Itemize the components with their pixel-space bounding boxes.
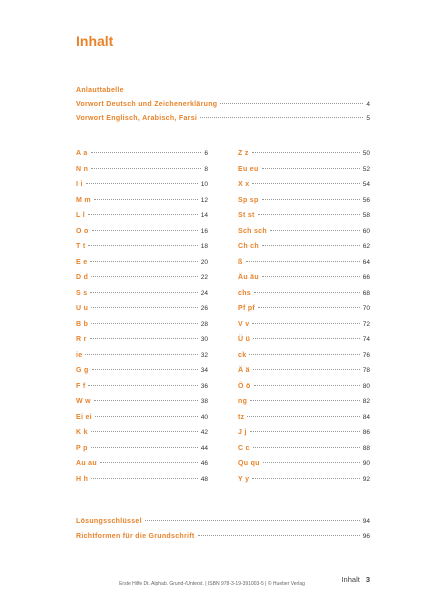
toc-entry-page: 92 <box>362 475 370 483</box>
leader-dots <box>91 431 198 432</box>
toc-entry[interactable] <box>76 224 208 240</box>
toc-entry-label: L l <box>76 212 85 219</box>
leader-dots <box>100 462 198 463</box>
toc-entry-label: Pf pf <box>238 305 256 312</box>
leader-dots <box>252 183 359 184</box>
toc-entry-label: Ch ch <box>238 243 259 250</box>
footer-credit: Erste Hilfe Dt. Alphab. Grund-/Unterst. | ISBN 978-3-19-391003-5 | © Hueber Verlag <box>119 581 305 587</box>
toc-entry-page: 14 <box>200 212 208 219</box>
toc-entry-page: 84 <box>362 413 370 421</box>
toc-entry[interactable] <box>238 270 370 286</box>
toc-entry-label: G g <box>76 367 89 374</box>
toc-entry[interactable] <box>76 301 208 317</box>
toc-entry-label: Ä ä <box>238 367 250 374</box>
toc-entry-label: ß <box>238 258 243 266</box>
toc-entry[interactable] <box>238 410 370 426</box>
toc-entry[interactable] <box>238 348 370 364</box>
toc-entry[interactable] <box>76 410 208 426</box>
leader-dots <box>250 400 360 401</box>
toc-entry-label: Sch sch <box>238 227 267 235</box>
toc-entry[interactable] <box>238 162 370 178</box>
toc-entry-label: B b <box>76 320 89 328</box>
leader-dots <box>91 152 202 153</box>
leader-dots <box>252 152 360 153</box>
leader-dots <box>145 520 360 521</box>
toc-entry-label: V v <box>238 320 250 328</box>
toc-entry-label: F f <box>76 382 86 390</box>
toc-entry[interactable] <box>76 514 370 529</box>
footer-page-label <box>341 575 370 584</box>
toc-entry-label: Y y <box>238 475 250 483</box>
leader-dots <box>253 447 360 448</box>
toc-entry[interactable] <box>76 456 208 472</box>
toc-entry-page: 82 <box>362 398 370 405</box>
toc-entry-page: 22 <box>200 274 208 281</box>
leader-dots <box>88 214 198 215</box>
toc-entry[interactable] <box>76 363 208 379</box>
toc-entry-label: Sp sp <box>238 196 259 204</box>
toc-entry[interactable] <box>238 208 370 224</box>
leader-dots <box>95 416 198 417</box>
leader-dots <box>90 338 198 339</box>
toc-entry-page: 90 <box>362 460 370 467</box>
leader-dots <box>262 276 360 277</box>
leader-dots <box>220 103 363 104</box>
toc-entry-label: N n <box>76 165 89 173</box>
toc-entry[interactable] <box>76 394 208 410</box>
toc-entry-label: P p <box>76 444 88 452</box>
leader-dots <box>198 535 360 536</box>
toc-entry-page: 72 <box>362 320 370 328</box>
toc-entry-page: 88 <box>362 444 370 452</box>
toc-entry-page: 60 <box>362 227 370 235</box>
toc-entry-label: St st <box>238 212 255 219</box>
leader-dots <box>91 447 198 448</box>
leader-dots <box>91 276 198 277</box>
leader-dots <box>249 354 359 355</box>
toc-entry-page: 52 <box>362 165 370 173</box>
toc-entry-page: 56 <box>362 196 370 204</box>
toc-entry[interactable] <box>76 112 370 126</box>
toc-entry-label: Ei ei <box>76 413 92 421</box>
leader-dots <box>246 261 360 262</box>
toc-entry-label: D d <box>76 274 89 281</box>
toc-entry[interactable] <box>238 255 370 271</box>
toc-entry[interactable] <box>238 193 370 209</box>
footer-section: Inhalt <box>341 575 360 584</box>
toc-entry[interactable] <box>76 239 208 255</box>
toc-entry-page: 38 <box>200 398 208 405</box>
intro-entries <box>76 84 370 126</box>
toc-entry-page: 34 <box>200 367 208 374</box>
toc-entry-page: 8 <box>204 165 208 173</box>
toc-entry[interactable] <box>238 177 370 193</box>
leader-dots <box>86 183 198 184</box>
toc-entry[interactable] <box>76 317 208 333</box>
toc-entry-page: 64 <box>362 258 370 266</box>
leader-dots <box>85 354 197 355</box>
leader-dots <box>254 292 360 293</box>
toc-entry-page: 5 <box>366 115 370 122</box>
leader-dots <box>270 230 360 231</box>
toc-entry-label: Au au <box>76 460 97 467</box>
toc-entry[interactable] <box>238 472 370 488</box>
toc-entry[interactable] <box>76 193 208 209</box>
toc-entry-label: H h <box>76 475 89 483</box>
toc-entry-label: Ü ü <box>238 336 251 343</box>
toc-entry-page: 74 <box>362 336 370 343</box>
toc-entry-label: S s <box>76 289 88 297</box>
toc-entry[interactable] <box>238 286 370 302</box>
page-title: Inhalt <box>76 33 114 49</box>
toc-entry-label: K k <box>76 429 88 436</box>
leader-dots <box>252 323 359 324</box>
leader-dots <box>247 416 359 417</box>
toc-entry[interactable] <box>76 162 208 178</box>
toc-entry-page: 12 <box>200 196 208 204</box>
toc-entry-label: Vorwort Deutsch und Zeichenerklärung <box>76 101 218 108</box>
toc-entry-label: W w <box>76 398 91 405</box>
toc-entry-label: M m <box>76 196 91 204</box>
toc-entry[interactable] <box>238 301 370 317</box>
toc-entry[interactable] <box>76 472 208 488</box>
leader-dots <box>250 431 360 432</box>
leader-dots <box>262 199 360 200</box>
toc-entry-label: C c <box>238 444 250 452</box>
leader-dots <box>92 369 198 370</box>
leader-dots <box>94 400 198 401</box>
leader-dots <box>258 307 360 308</box>
toc-entry[interactable] <box>76 208 208 224</box>
toc-entry[interactable] <box>76 146 208 162</box>
toc-entry-label: Z z <box>238 150 249 157</box>
toc-entry-page: 94 <box>362 518 370 525</box>
toc-entry-label: E e <box>76 258 88 266</box>
toc-entry-label: R r <box>76 336 87 343</box>
leader-dots <box>263 462 360 463</box>
toc-entry-page: 68 <box>362 289 370 297</box>
leader-dots <box>258 214 360 215</box>
toc-entry-page: 10 <box>200 181 208 188</box>
toc-entry[interactable] <box>76 286 208 302</box>
toc-entry[interactable] <box>238 146 370 162</box>
toc-entry-page: 16 <box>200 227 208 235</box>
leader-dots <box>253 338 360 339</box>
toc-entry-page: 6 <box>204 150 208 157</box>
toc-entry-label: chs <box>238 289 251 297</box>
toc-entry[interactable] <box>76 348 208 364</box>
toc-entry-label: Äu äu <box>238 274 259 281</box>
toc-entry-page: 36 <box>200 382 208 390</box>
toc-entry-page: 78 <box>362 367 370 374</box>
toc-entry-page: 76 <box>362 351 370 359</box>
leader-dots <box>91 323 198 324</box>
toc-entry-page: 4 <box>366 101 370 108</box>
toc-right-column <box>238 146 370 487</box>
toc-entry-label: Lösungsschlüssel <box>76 518 142 525</box>
leader-dots <box>262 168 360 169</box>
appendix-entries <box>76 514 370 544</box>
leader-dots <box>253 369 360 370</box>
toc-entry-page: 66 <box>362 274 370 281</box>
toc-entry-label: X x <box>238 181 250 188</box>
toc-entry-label: I i <box>76 181 83 188</box>
toc-entry-label: ck <box>238 351 247 359</box>
leader-dots <box>254 385 360 386</box>
toc-entry[interactable] <box>76 255 208 271</box>
toc-entry-label: tz <box>238 413 245 421</box>
toc-entry[interactable] <box>238 332 370 348</box>
toc-entry-page: 58 <box>362 212 370 219</box>
toc-entry-label: Vorwort Englisch, Arabisch, Farsi <box>76 115 198 122</box>
toc-entry[interactable] <box>76 177 208 193</box>
leader-dots <box>200 117 363 118</box>
leader-dots <box>90 292 197 293</box>
toc-entry-label: Eu eu <box>238 165 259 173</box>
toc-entry-page: 70 <box>362 305 370 312</box>
toc-entry[interactable] <box>238 394 370 410</box>
leader-dots <box>88 385 197 386</box>
page-number: 3 <box>365 575 370 584</box>
toc-entry[interactable] <box>238 317 370 333</box>
toc-entry-label: O o <box>76 227 89 235</box>
toc-entry-page: 46 <box>200 460 208 467</box>
toc-entry[interactable] <box>238 239 370 255</box>
toc-left-column <box>76 146 208 487</box>
leader-dots <box>88 245 197 246</box>
toc-entry[interactable] <box>76 332 208 348</box>
toc-entry-page: 96 <box>362 533 370 540</box>
toc-entry[interactable] <box>238 441 370 457</box>
toc-entry[interactable] <box>76 441 208 457</box>
toc-entry-page: 28 <box>200 320 208 328</box>
toc-entry-page: 32 <box>200 351 208 359</box>
toc-entry-label: ie <box>76 351 83 359</box>
leader-dots <box>91 478 198 479</box>
toc-entry-page: 42 <box>200 429 208 436</box>
toc-entry[interactable] <box>238 425 370 441</box>
toc-entry-page: 40 <box>200 413 208 421</box>
toc-entry-label: J j <box>238 429 247 436</box>
toc-entry-label: Ö ö <box>238 382 251 390</box>
toc-entry-anlauttabelle[interactable]: Anlauttabelle <box>76 87 124 94</box>
toc-entry-page: 50 <box>362 150 370 157</box>
toc-entry[interactable] <box>76 529 370 544</box>
toc-entry-page: 62 <box>362 243 370 250</box>
toc-entry[interactable] <box>76 425 208 441</box>
toc-entry-page: 24 <box>200 289 208 297</box>
leader-dots <box>91 307 198 308</box>
toc-entry-label: Qu qu <box>238 460 260 467</box>
leader-dots <box>92 230 198 231</box>
toc-entry-page: 44 <box>200 444 208 452</box>
leader-dots <box>252 478 359 479</box>
leader-dots <box>94 199 198 200</box>
toc-entry-label: Richtformen für die Grundschrift <box>76 533 195 540</box>
leader-dots <box>262 245 360 246</box>
toc-entry-page: 48 <box>200 475 208 483</box>
toc-entry[interactable] <box>238 224 370 240</box>
leader-dots <box>90 261 197 262</box>
toc-entry[interactable] <box>238 456 370 472</box>
leader-dots <box>91 168 201 169</box>
toc-entry[interactable] <box>238 363 370 379</box>
toc-entry-page: 20 <box>200 258 208 266</box>
toc-entry[interactable] <box>76 379 208 395</box>
toc-entry-page: 54 <box>362 181 370 188</box>
toc-entry[interactable] <box>76 98 370 112</box>
toc-entry[interactable] <box>76 270 208 286</box>
toc-entry-page: 26 <box>200 305 208 312</box>
toc-entry-label: U u <box>76 305 89 312</box>
toc-entry-label: T t <box>76 243 86 250</box>
toc-entry-page: 80 <box>362 382 370 390</box>
toc-entry-page: 30 <box>200 336 208 343</box>
toc-entry-page: 86 <box>362 429 370 436</box>
toc-entry-label: A a <box>76 150 88 157</box>
toc-entry[interactable] <box>238 379 370 395</box>
toc-entry-label: ng <box>238 398 248 405</box>
toc-entry-page: 18 <box>200 243 208 250</box>
